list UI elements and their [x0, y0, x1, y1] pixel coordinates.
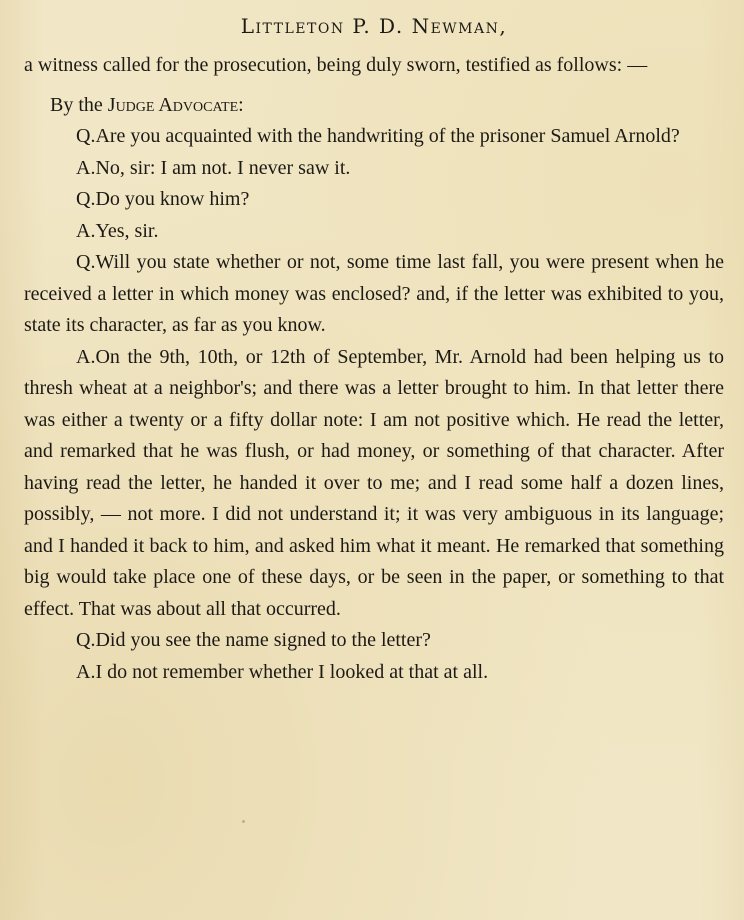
ink-speck	[242, 820, 245, 823]
speaker-label: A.	[76, 660, 96, 683]
exchange-answer	[24, 153, 724, 185]
exchange-question	[24, 184, 724, 216]
exchange-answer	[24, 657, 724, 689]
examiner-name: Judge Advocate	[107, 93, 239, 116]
exchange-text: On the 9th, 10th, or 12th of September, Mr. Arnold had been helping us to thresh wheat at a neighbor's; and there was a letter brought to him. In that letter there was either a twenty or a fifty dollar note: I am not positive which. He read the letter, and remarked that he was flush, or had money, or something of that character. After having read the letter, he handed it over to me; and I read some half a dozen lines, possibly, — not more. I did not understand it; it was very ambiguous in its language; and I handed it back to him, and asked him what it meant. He remarked that something big would take place one of these days, or be seen in the paper, or something to that effect. That was about all that occurred.	[24, 345, 724, 620]
speaker-label: Q.	[76, 251, 96, 273]
exchange-text: Will you state whether or not, some time last fall, you were present when he received a letter in which money was enclosed? and, if the letter was exhibited to you, state its character, as far as you know.	[24, 251, 724, 336]
witness-intro: a witness called for the prosecution, being duly sworn, testified as follows: —	[24, 54, 648, 76]
exchange-text: Yes, sir.	[95, 219, 159, 242]
exchange-text: No, sir: I am not. I never saw it.	[95, 156, 351, 179]
exchange-text: Are you acquainted with the handwriting of the prisoner Samuel Arnold?	[95, 125, 680, 147]
exchange-text: Did you see the name signed to the letter?	[95, 629, 431, 651]
examiner-suffix: :	[238, 93, 244, 116]
speaker-label: A.	[76, 345, 96, 368]
exchange-question	[24, 247, 724, 342]
exchange-answer	[24, 342, 724, 626]
examiner-line	[24, 90, 724, 122]
examiner-prefix: By the	[50, 93, 103, 116]
speaker-label: Q.	[76, 629, 96, 651]
speaker-label: A.	[76, 156, 96, 179]
exchange-question	[24, 625, 724, 657]
exchange-text: I do not remember whether I looked at that at all.	[95, 660, 489, 683]
exchange-question	[24, 121, 724, 153]
exchange-answer	[24, 216, 724, 248]
speaker-label: Q.	[76, 125, 96, 147]
speaker-label: A.	[76, 219, 96, 242]
witness-heading: Littleton P. D. Newman,	[240, 14, 508, 38]
speaker-label: Q.	[76, 188, 96, 210]
exchange-text: Do you know him?	[95, 188, 250, 210]
